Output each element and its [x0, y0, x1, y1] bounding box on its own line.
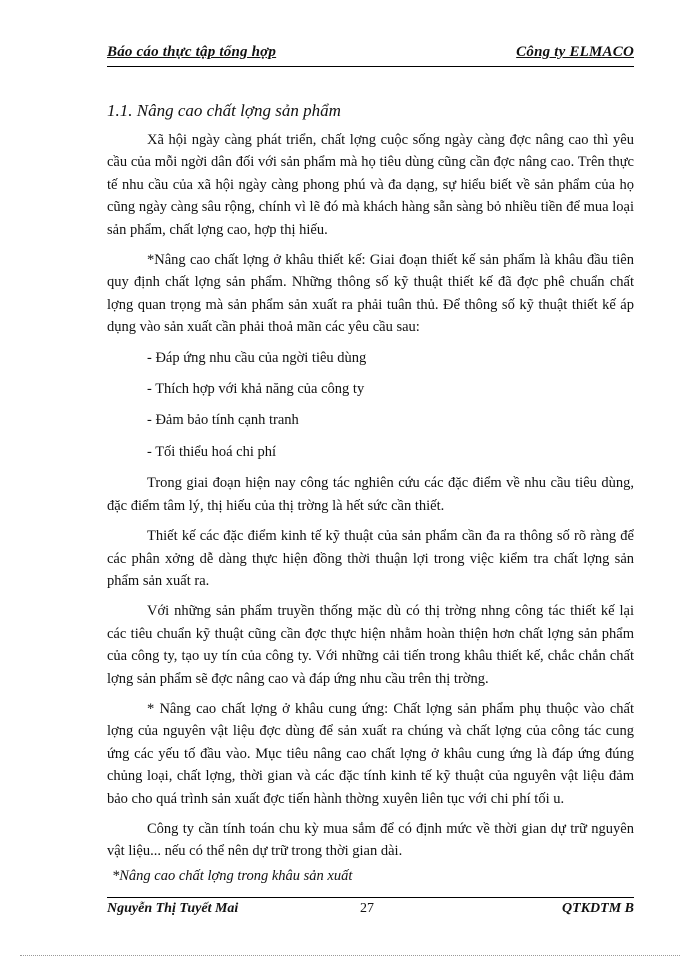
paragraph-6: * Nâng cao chất lợng ở khâu cung ứng: Chất lợng sản phẩm phụ thuộc vào chất lợng của nguyên vật liệu đợc dùng để sản xuất ra chúng và chất lợng của công tác cung ứng các yếu tố đầu vào. Mục tiêu nâng cao chất lợng ở khâu cung ứng là đáp ứng đúng chủng loại, chất lợng, thời gian và các đặc tính kinh tế kỹ thuật của nguyên vật liệu đảm bảo cho quá trình sản xuất đợc tiến hành thờng xuyên liên tục với chi phí tối u. [107, 700, 634, 807]
section-title: 1.1. Nâng cao chất lợng sản phẩm [107, 101, 341, 120]
paragraph-5: Với những sản phẩm truyền thống mặc dù có thị trờng nhng công tác thiết kế lại các tiêu chuẩn kỹ thuật cũng cần đợc thực hiện nhằm hoàn thiện hơn chất lợng sản phẩm của công ty, tạo uy tín của công ty. Với những cải tiến trong khâu thiết kế, chắc chắn chất lợng sản phẩm sẽ đợc nâng cao và đáp ứng nhu cầu trên thị trờng. [107, 603, 634, 687]
footer-divider [107, 897, 634, 898]
paragraph-1: Xã hội ngày càng phát triển, chất lợng cuộc sống ngày càng đợc nâng cao thì yêu cầu của mỗi ngời dân đối với sản phẩm mà họ tiêu dùng cũng cần đợc nâng cao. Trên thực tế nhu cầu của xã hội ngày càng phong phú và đa dạng, sự hiểu biết về sản phẩm của họ cũng ngày càng sâu rộng, chính vì lẽ đó mà khách hàng sẵn sàng bỏ nhiều tiền để mua loại sản phẩm, chất lợng cao, hợp thị hiếu. [107, 132, 634, 238]
page-footer [107, 901, 634, 921]
footer-author: Nguyễn Thị Tuyết Mai [107, 901, 239, 916]
bullet-item-1: - Đáp ứng nhu cầu của ngời tiêu dùng [147, 349, 367, 366]
body-text [107, 129, 634, 871]
bullet-item-4: - Tối thiểu hoá chi phí [147, 443, 276, 460]
page-bottom-border [20, 955, 680, 956]
page-number: 27 [360, 901, 374, 916]
subheading: *Nâng cao chất lợng trong khâu sản xuất [112, 868, 353, 884]
header-divider [107, 66, 634, 67]
header-report-title: Báo cáo thực tập tổng hợp [107, 44, 277, 60]
header-company-name: Công ty ELMACO [516, 44, 634, 60]
footer-class-code: QTKDTM B [562, 901, 634, 916]
bullet-item-2: - Thích hợp với khả năng của công ty [147, 381, 365, 398]
page-header [107, 44, 634, 64]
bullet-item-3: - Đảm bảo tính cạnh tranh [147, 412, 299, 429]
paragraph-7: Công ty cần tính toán chu kỳ mua sắm để có định mức về thời gian dự trữ nguyên vật liệu... nếu có thể nên dự trữ trong thời gian dài. [107, 820, 634, 860]
paragraph-4: Thiết kế các đặc điểm kinh tế kỹ thuật của sản phẩm cần đa ra thông số rõ ràng để các phân xởng dễ dàng thực hiện đồng thời thuận lợi trong việc kiểm tra chất lợng sản phẩm sản xuất ra. [107, 528, 634, 589]
paragraph-3: Trong giai đoạn hiện nay công tác nghiên cứu các đặc điểm về nhu cầu tiêu dùng, đặc điểm tâm lý, thị hiếu của thị trờng là hết sức cần thiết. [107, 475, 634, 514]
paragraph-2: *Nâng cao chất lợng ở khâu thiết kế: Giai đoạn thiết kế sản phẩm là khâu đầu tiên quy định chất lợng sản phẩm. Những thông số kỹ thuật thiết kế đã đợc phê chuẩn chất lợng quan trọng mà sản phẩm sản xuất ra phải tuân thủ. Để thông số kỹ thuật thiết kế áp dụng vào sản xuất cần phải thoả mãn các yêu cầu sau: [107, 252, 634, 336]
